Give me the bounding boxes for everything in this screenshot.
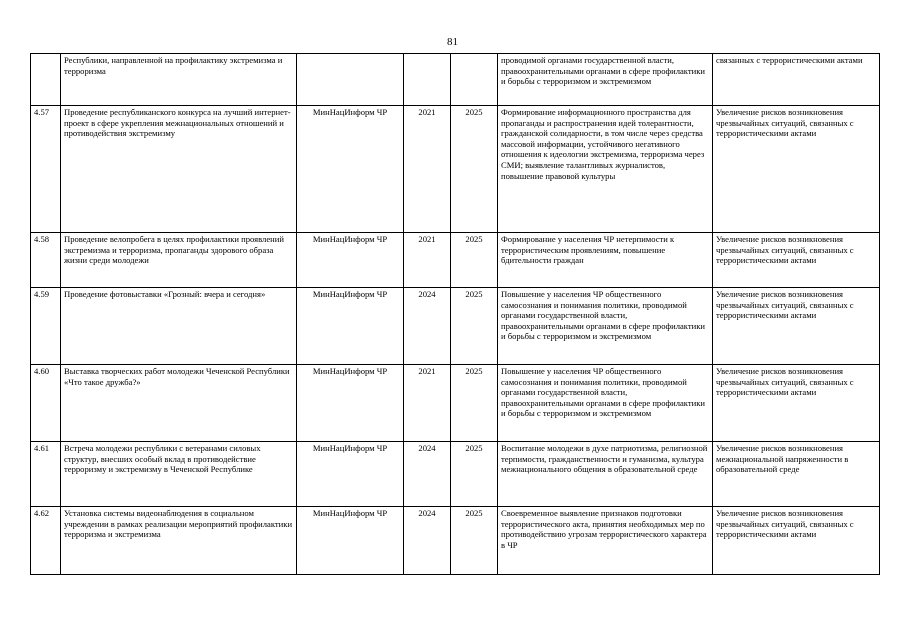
executor: МинНацИнформ ЧР (297, 365, 404, 442)
table-row (31, 106, 880, 233)
executor: МинНацИнформ ЧР (297, 288, 404, 365)
risk-description: связанных с террористическими актами (713, 54, 880, 106)
table-row (31, 288, 880, 365)
executor: МинНацИнформ ЧР (297, 507, 404, 575)
executor: МинНацИнформ ЧР (297, 106, 404, 233)
table-row (31, 365, 880, 442)
row-number: 4.59 (31, 288, 61, 365)
start-year: 2024 (404, 442, 451, 507)
start-year: 2021 (404, 233, 451, 288)
measure-name: Выставка творческих работ молодежи Чеченской Республики «Что такое дружба?» (61, 365, 297, 442)
row-number (31, 54, 61, 106)
end-year: 2025 (451, 288, 498, 365)
executor: МинНацИнформ ЧР (297, 442, 404, 507)
row-number: 4.62 (31, 507, 61, 575)
end-year: 2025 (451, 106, 498, 233)
expected-result: Формирование информационного пространства для пропаганды и распространения идей толерантности, гражданской солидарности, в том числе через средства массовой информации, устойчивого негативного отношения к идеологии экстремизма, терроризма через СМИ; выявление талантливых журналистов, повышение правовой культуры (498, 106, 713, 233)
measure-name: Проведение республиканского конкурса на лучший интернет-проект в сфере укрепления межнациональных отношений и противодействия экстремизму (61, 106, 297, 233)
executor: МинНацИнформ ЧР (297, 233, 404, 288)
expected-result: проводимой органами государственной власти, правоохранительными органами в сфере профилактики и борьбы с терроризмом и экстремизмом (498, 54, 713, 106)
expected-result: Повышение у населения ЧР общественного самосознания и понимания политики, проводимой органами государственной власти, правоохранительными органами в сфере профилактики и борьбы с терроризмом и экстремизмом (498, 365, 713, 442)
start-year: 2024 (404, 288, 451, 365)
end-year: 2025 (451, 365, 498, 442)
measures-table (30, 53, 880, 575)
row-number: 4.61 (31, 442, 61, 507)
measure-name: Республики, направленной на профилактику экстремизма и терроризма (61, 54, 297, 106)
start-year: 2021 (404, 106, 451, 233)
expected-result: Воспитание молодежи в духе патриотизма, религиозной терпимости, гражданственности и гуманизма, культура межнационального общения в образовательной среде (498, 442, 713, 507)
start-year: 2024 (404, 507, 451, 575)
table-row (31, 233, 880, 288)
expected-result: Повышение у населения ЧР общественного самосознания и понимания политики, проводимой органами государственной власти, правоохранительными органами в сфере профилактики и борьбы с терроризмом и экстремизмом (498, 288, 713, 365)
expected-result: Формирование у населения ЧР нетерпимости к террористическим проявлениям, повышение бдительности граждан (498, 233, 713, 288)
table-row (31, 507, 880, 575)
end-year: 2025 (451, 233, 498, 288)
table-row (31, 54, 880, 106)
end-year: 2025 (451, 442, 498, 507)
row-number: 4.57 (31, 106, 61, 233)
risk-description: Увеличение рисков возникновения чрезвычайных ситуаций, связанных с террористическими актами (713, 106, 880, 233)
row-number: 4.58 (31, 233, 61, 288)
expected-result: Своевременное выявление признаков подготовки террористического акта, принятия необходимых мер по противодействию угрозам террористического характера в ЧР (498, 507, 713, 575)
risk-description: Увеличение рисков возникновения чрезвычайных ситуаций, связанных с террористическими актами (713, 365, 880, 442)
start-year: 2021 (404, 365, 451, 442)
page-number: 81 (447, 36, 458, 48)
measure-name: Проведение фотовыставки «Грозный: вчера и сегодня» (61, 288, 297, 365)
measure-name: Установка системы видеонаблюдения в социальном учреждении в рамках реализации мероприятий профилактики терроризма и экстремизма (61, 507, 297, 575)
table-row (31, 442, 880, 507)
measure-name: Встреча молодежи республики с ветеранами силовых структур, внесших особый вклад в противодействие терроризму и экстремизму в Чеченской Республике (61, 442, 297, 507)
end-year (451, 54, 498, 106)
end-year: 2025 (451, 507, 498, 575)
risk-description: Увеличение рисков возникновения чрезвычайных ситуаций, связанных с террористическими актами (713, 233, 880, 288)
row-number: 4.60 (31, 365, 61, 442)
start-year (404, 54, 451, 106)
risk-description: Увеличение рисков возникновения межнациональной напряженности в образовательной среде (713, 442, 880, 507)
measure-name: Проведение велопробега в целях профилактики проявлений экстремизма и терроризма, пропаганды здорового образа жизни среди молодежи (61, 233, 297, 288)
risk-description: Увеличение рисков возникновения чрезвычайных ситуаций, связанных с террористическими актами (713, 288, 880, 365)
risk-description: Увеличение рисков возникновения чрезвычайных ситуаций, связанных с террористическими актами (713, 507, 880, 575)
executor (297, 54, 404, 106)
